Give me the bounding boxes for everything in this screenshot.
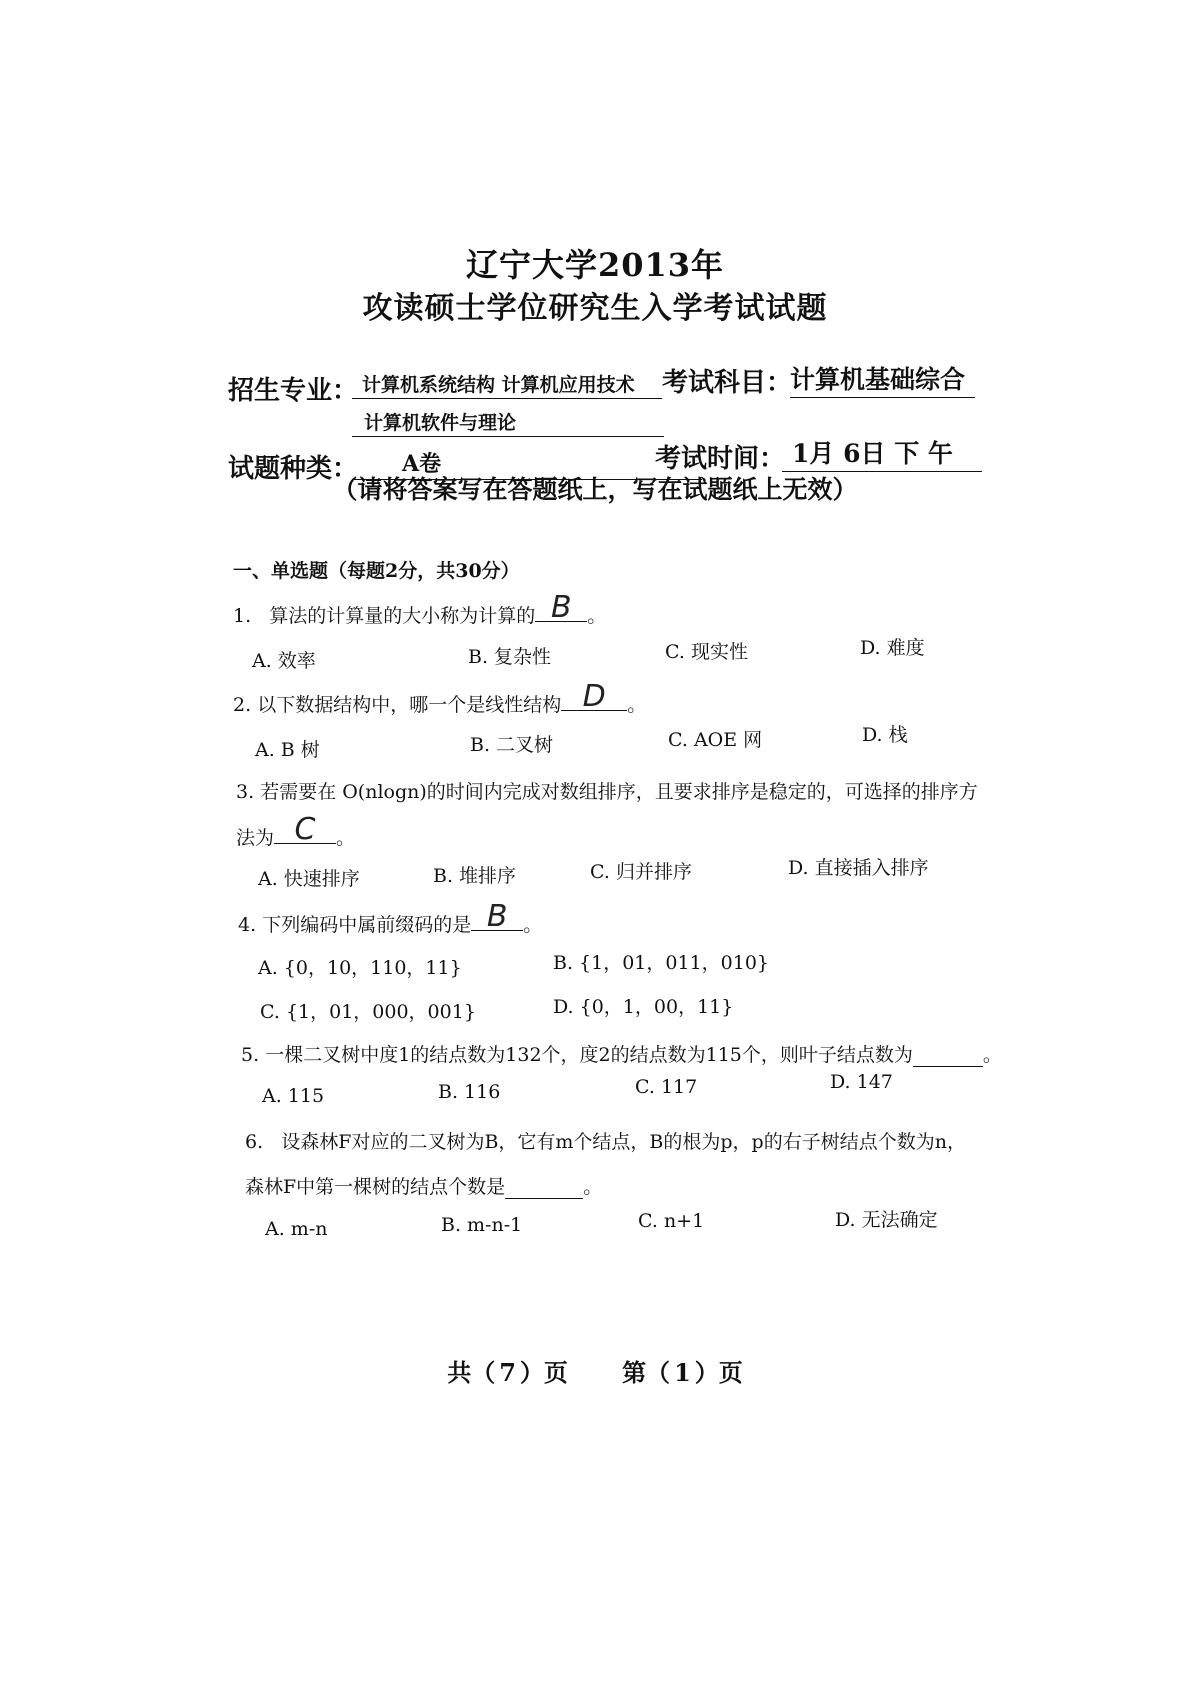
answer-blank-5 [913,1044,983,1067]
option-5b: B. 116 [438,1081,501,1103]
option-3c: C. 归并排序 [590,861,692,883]
question-2-text: 以下数据结构中，哪一个是线性结构 [257,694,562,716]
subject-label: 考试科目： [662,368,793,398]
time-label: 考试时间： [655,444,786,474]
question-5: 5. 一棵二叉树中度1的结点数为132个，度2的结点数为115个，则叶子结点数为 。 [241,1044,1002,1066]
page-footer: 共（ 7 ）页 第（ 1 ）页 [447,1358,743,1387]
question-5-text: 一棵二叉树中度1的结点数为132个，度2的结点数为115个，则叶子结点数为 [265,1044,913,1066]
option-2b: B. 二叉树 [470,734,554,756]
answer-blank-3 [274,812,336,847]
major-value-2: 计算机软件与理论 [352,408,664,437]
question-1-text: 算法的计算量的大小称为计算的 [269,605,536,627]
question-4-text: 下列编码中属前缀码的是 [262,914,472,936]
subject-value: 计算机基础综合 [790,360,975,398]
option-6b: B. m-n-1 [441,1214,523,1236]
question-6-text: 设森林F对应的二叉树为B，它有m个结点，B的根为p，p的右子树结点个数为n， [281,1131,966,1153]
total-pages: 7 [499,1358,516,1387]
option-2c: C. AOE 网 [668,729,763,751]
answer-blank-1 [535,590,587,625]
option-2a: A. B 树 [255,739,320,761]
option-1c: C. 现实性 [665,641,748,663]
question-3-text: 若需要在 O(nlogn)的时间内完成对数组排序，且要求排序是稳定的，可选择的排序方 [260,781,978,803]
answer-blank-6 [505,1176,583,1199]
question-4: 4. 下列编码中属前缀码的是 B 。 [238,899,543,936]
question-3-line2: 法为 C 。 [236,812,356,849]
question-3: 3. 若需要在 O(nlogn)的时间内完成对数组排序，且要求排序是稳定的，可选择的排序方 [236,781,978,803]
question-1: 1. 算法的计算量的大小称为计算的 B 。 [233,590,607,627]
option-1b: B. 复杂性 [468,646,552,668]
major-label: 招生专业： [228,376,359,406]
option-3d: D. 直接插入排序 [788,857,929,879]
option-3a: A. 快速排序 [258,868,360,890]
option-4b: B. {1，01，011，010} [553,952,770,974]
question-6: 6. 设森林F对应的二叉树为B，它有m个结点，B的根为p，p的右子树结点个数为n， [245,1131,966,1153]
current-page: 1 [674,1358,691,1387]
question-2: 2. 以下数据结构中，哪一个是线性结构 D 。 [233,679,647,716]
option-5d: D. 147 [830,1071,893,1093]
option-4c: C. {1，01，000，001} [260,1001,476,1023]
option-4d: D. {0，1，00，11} [553,996,734,1018]
major-value-1: 计算机系统结构 计算机应用技术 [352,370,662,399]
handwritten-answer-3: C [294,812,316,847]
option-6d: D. 无法确定 [835,1209,938,1231]
answer-blank-4 [471,899,523,934]
option-1a: A. 效率 [252,650,316,672]
option-1d: D. 难度 [860,637,925,659]
section-heading: 一、单选题（每题2分，共30分） [233,560,520,582]
handwritten-answer-1: B [550,590,572,625]
type-label: 试题种类： [228,454,359,484]
handwritten-answer-4: B [486,899,508,934]
question-6-line2: 森林F中第一棵树的结点个数是 。 [245,1176,603,1198]
option-4a: A. {0，10，110，11} [258,957,462,979]
option-3b: B. 堆排序 [433,865,517,887]
handwritten-answer-2: D [582,679,606,714]
type-value: A卷 [352,447,702,480]
option-5a: A. 115 [262,1085,325,1107]
option-5c: C. 117 [635,1076,698,1098]
option-6c: C. n+1 [638,1210,705,1232]
exam-title-line1: 辽宁大学2013年 [465,246,725,284]
option-6a: A. m-n [265,1218,328,1240]
option-2d: D. 栈 [862,724,908,746]
time-value: 1月 6日 下 午 [782,434,982,472]
answer-instruction: （请将答案写在答题纸上，写在试题纸上无效） [332,475,858,504]
exam-title-line2: 攻读硕士学位研究生入学考试试题 [362,291,828,326]
answer-blank-2 [561,679,627,714]
